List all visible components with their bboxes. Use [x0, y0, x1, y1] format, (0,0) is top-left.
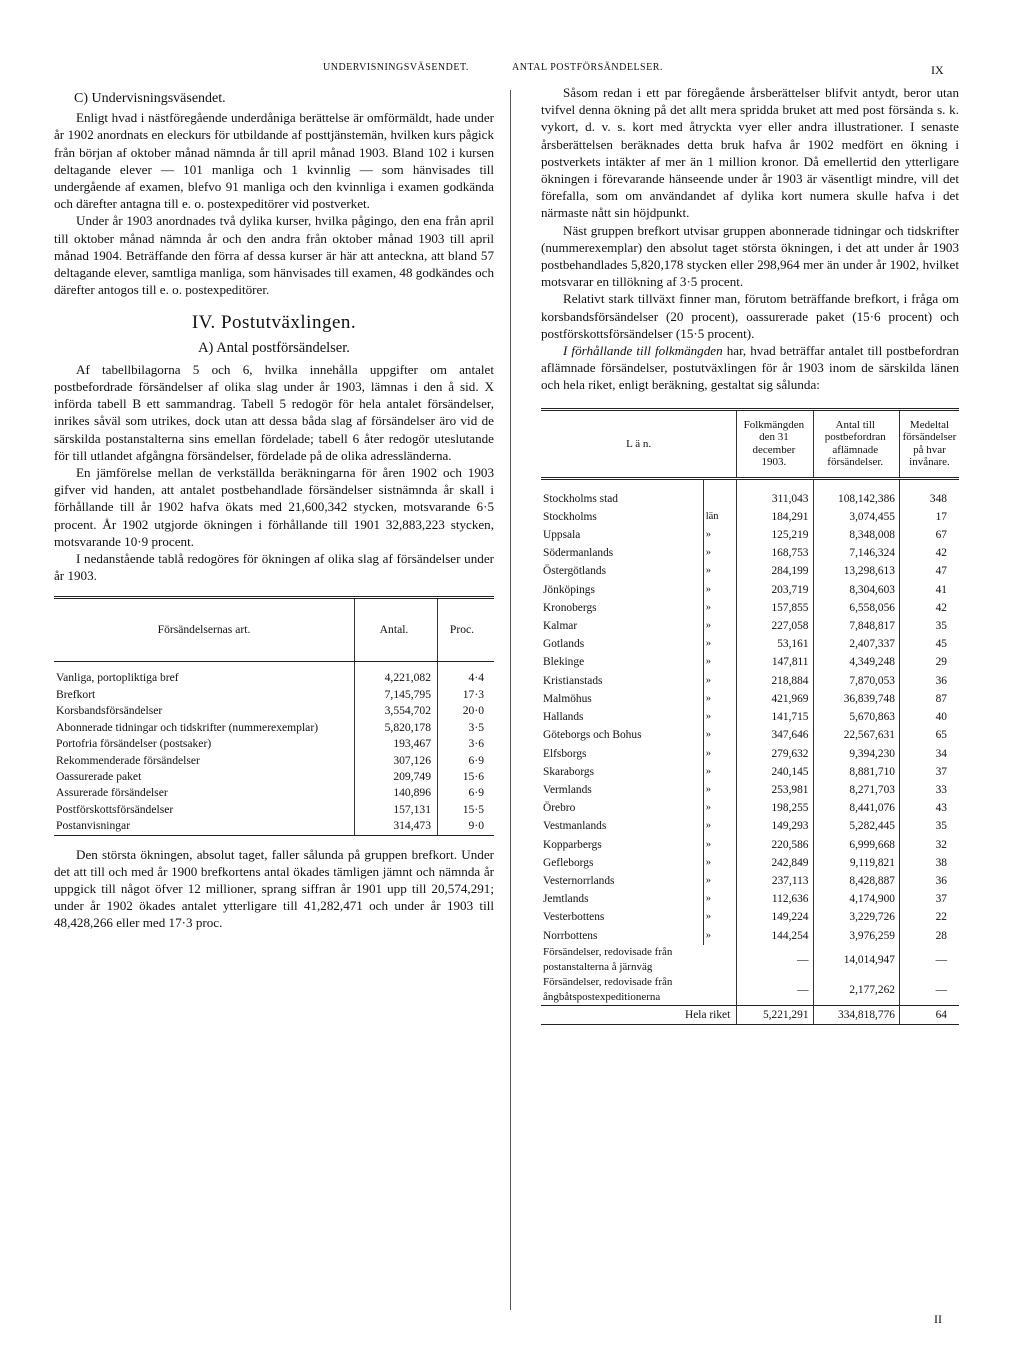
row-antal: 140,896	[355, 785, 438, 801]
extra-row-label: Försändelser, redovisade från postanstalterna å järnväg	[541, 945, 737, 975]
county-type: »	[703, 799, 737, 817]
county-population: 125,219	[737, 526, 813, 544]
county-name: Vesterbottens	[541, 908, 703, 926]
table-row	[541, 478, 959, 508]
county-per-capita: 45	[935, 638, 947, 651]
county-population: 203,719	[737, 581, 813, 599]
table-row	[541, 508, 959, 526]
county-type: »	[703, 763, 737, 781]
section-a-heading: A) Antal postförsändelser.	[198, 339, 350, 356]
county-per-capita: 34	[935, 747, 947, 760]
table-row	[54, 802, 494, 818]
row-antal: 4,221,082	[355, 662, 438, 687]
county-per-capita: 35	[935, 820, 947, 833]
table-row	[541, 927, 959, 945]
table-row	[54, 785, 494, 801]
county-per-capita: 29	[935, 656, 947, 669]
table-row	[54, 662, 494, 687]
county-name: Malmöhus	[541, 690, 703, 708]
row-label: Oassurerade paket	[54, 769, 355, 785]
row-proc: 6·9	[468, 786, 484, 800]
row-antal: 307,126	[355, 753, 438, 769]
county-name: Gotlands	[541, 635, 703, 653]
table-row	[54, 687, 494, 703]
county-per-capita: 17	[935, 510, 947, 523]
county-population: 141,715	[737, 708, 813, 726]
county-type: »	[703, 690, 737, 708]
county-name: Kopparbergs	[541, 836, 703, 854]
table-row	[541, 745, 959, 763]
county-mail-count: 9,394,230	[813, 745, 899, 763]
county-mail-count: 7,146,324	[813, 544, 899, 562]
county-name: Jemtlands	[541, 890, 703, 908]
county-per-capita: 35	[935, 620, 947, 633]
county-per-capita: 65	[935, 729, 947, 742]
county-mail-count: 8,428,887	[813, 872, 899, 890]
county-mail-count: 3,976,259	[813, 927, 899, 945]
county-name: Örebro	[541, 799, 703, 817]
county-type: »	[703, 617, 737, 635]
table-row	[54, 818, 494, 835]
column-divider	[510, 90, 511, 1310]
county-population: 284,199	[737, 562, 813, 580]
county-mail-count: 6,558,056	[813, 599, 899, 617]
county-mail-count: 5,282,445	[813, 817, 899, 835]
county-name: Vestmanlands	[541, 817, 703, 835]
table-row	[541, 690, 959, 708]
row-antal: 3,554,702	[355, 703, 438, 719]
paragraph: Under år 1903 anordnades två dylika kurser, hvilka pågingo, den ena från april till oktober månad nämnda år och den andra från oktober månad 1903 till april månad 1904. Beträffande den förra af dessa kurser är här att anteckna, att bland 57 deltagande elever, samtliga manliga, som hänvisades till examen, 48 godkändes och därefter antogos till e. o. postexpeditörer.	[54, 213, 494, 298]
table-row	[541, 653, 959, 671]
table-row	[541, 599, 959, 617]
italic-phrase: I förhållande till folkmängden	[563, 343, 723, 359]
county-per-capita: 36	[935, 674, 947, 687]
table-row	[541, 526, 959, 544]
section-iv-heading: IV. Postutväxlingen.	[191, 312, 357, 334]
table-row	[54, 720, 494, 736]
table-row	[541, 544, 959, 562]
county-type: »	[703, 672, 737, 690]
county-per-capita: 348	[929, 492, 947, 505]
county-name: Blekinge	[541, 653, 703, 671]
table-header: Antal till postbefordran aflämnade försändelser.	[813, 409, 899, 478]
county-name: Södermanlands	[541, 544, 703, 562]
county-population: 421,969	[737, 690, 813, 708]
paragraph-rest: har, hvad beträffar antalet till postbefordran aflämnade försändelser, postutväxlingen för år 1903 inom de särskilda länen och hela riket, enligt beräkning, gestaltat sig sålunda:	[541, 343, 959, 393]
row-proc: 15·5	[462, 802, 484, 816]
county-type: »	[703, 927, 737, 945]
county-per-capita: 33	[935, 783, 947, 796]
extra-row-population: —	[737, 945, 813, 975]
county-per-capita: 22	[935, 911, 947, 924]
county-per-capita: 38	[935, 856, 947, 869]
county-per-capita: 28	[935, 929, 947, 942]
paragraph: Enligt hvad i nästföregående underdåniga berättelse är omförmäldt, hade under år 1902 anordnats en eleckurs för utbildande af posttjänstemän, hvilken kurs pågick från början af oktober månad nämnda år till april månad 1903. Bland 102 i kursen deltagande elever — 101 manliga och 1 kvinnlig — som hänvisades till undergående af examen, blefvo 91 manliga och den kvinnliga i examen godkända och därefter antagna till e. o. postexpeditörer vid postverket.	[54, 110, 494, 212]
county-type: »	[703, 854, 737, 872]
table-row	[541, 817, 959, 835]
row-antal: 7,145,795	[355, 687, 438, 703]
county-name: Norrbottens	[541, 927, 703, 945]
row-label: Vanliga, portopliktiga bref	[54, 662, 355, 687]
county-mail-count: 7,870,053	[813, 672, 899, 690]
row-antal: 157,131	[355, 802, 438, 818]
table-row	[54, 736, 494, 752]
county-per-capita: 87	[935, 692, 947, 705]
county-name: Uppsala	[541, 526, 703, 544]
county-per-capita: 43	[935, 802, 947, 815]
county-mail-count: 8,348,008	[813, 526, 899, 544]
row-antal: 193,467	[355, 736, 438, 752]
row-antal: 209,749	[355, 769, 438, 785]
county-per-capita: 37	[935, 893, 947, 906]
total-label: Hela riket	[541, 1005, 737, 1024]
county-type: län	[703, 508, 737, 526]
right-column	[541, 84, 959, 1025]
county-mail-count: 6,999,668	[813, 836, 899, 854]
county-per-capita: 41	[935, 583, 947, 596]
row-proc: 15·6	[462, 769, 484, 783]
county-population: 242,849	[737, 854, 813, 872]
county-type: »	[703, 526, 737, 544]
county-mail-count: 8,271,703	[813, 781, 899, 799]
row-proc: 4·4	[468, 671, 484, 685]
extra-row-mail-count: 14,014,947	[813, 945, 899, 975]
paragraph	[541, 342, 959, 394]
county-mail-count: 2,407,337	[813, 635, 899, 653]
county-mail-count: 8,881,710	[813, 763, 899, 781]
county-name: Stockholms stad	[541, 478, 703, 508]
table-header: Antal.	[355, 598, 438, 662]
table-row	[54, 703, 494, 719]
footer-mark: II	[934, 1312, 942, 1326]
county-mail-count: 4,349,248	[813, 653, 899, 671]
table-row	[541, 945, 959, 975]
county-per-capita: 36	[935, 874, 947, 887]
row-antal: 5,820,178	[355, 720, 438, 736]
table-row	[541, 872, 959, 890]
row-proc: 9·0	[438, 818, 495, 835]
county-type: »	[703, 708, 737, 726]
county-type: »	[703, 781, 737, 799]
table-counties	[541, 408, 959, 1025]
row-label: Rekommenderade försändelser	[54, 753, 355, 769]
table-header: Försändelsernas art.	[54, 598, 355, 662]
county-type: »	[703, 726, 737, 744]
county-population: 198,255	[737, 799, 813, 817]
county-name: Jönköpings	[541, 581, 703, 599]
county-type: »	[703, 872, 737, 890]
page-number: IX	[931, 63, 944, 77]
county-population: 347,646	[737, 726, 813, 744]
county-name: Hallands	[541, 708, 703, 726]
paragraph: Af tabellbilagorna 5 och 6, hvilka innehålla uppgifter om antalet postbefordrade försändelser af olika slag under år 1903, lämnas i den å sid. X införda tabell B ett sammandrag. Tabell 5 redogör för hela antalet försändelser, inrikes såväl som utrikes, dock utan att dessa båda slag af försändelser äro vid de särskilda postanstalterna sins emellan fördelade; tabell 6 åter redogör uteslutande för till utlandet afgångna försändelser, fördelade på de olika adressländerna.	[54, 361, 494, 463]
county-per-capita: 42	[935, 547, 947, 560]
row-proc: 20·0	[462, 704, 484, 718]
county-population: 149,224	[737, 908, 813, 926]
table-header: Folkmängden den 31 december 1903.	[737, 409, 813, 478]
county-population: 279,632	[737, 745, 813, 763]
county-population: 53,161	[737, 635, 813, 653]
table-row	[541, 581, 959, 599]
paragraph: Relativt stark tillväxt finner man, förutom beträffande brefkort, i fråga om korsbandsförsändelser (20 procent), oassurerade paket (15·6 procent) och postförskottsförsändelser (15·5 procent).	[541, 291, 959, 341]
county-per-capita: 47	[935, 565, 947, 578]
table-header: Proc.	[438, 598, 495, 662]
county-type: »	[703, 653, 737, 671]
county-type: »	[703, 817, 737, 835]
county-population: 253,981	[737, 781, 813, 799]
county-population: 227,058	[737, 617, 813, 635]
county-name: Kronobergs	[541, 599, 703, 617]
county-population: 311,043	[737, 478, 813, 508]
table-row	[541, 708, 959, 726]
county-mail-count: 9,119,821	[813, 854, 899, 872]
county-population: 112,636	[737, 890, 813, 908]
left-column	[54, 84, 494, 932]
county-type: »	[703, 544, 737, 562]
county-population: 157,855	[737, 599, 813, 617]
county-name: Gefleborgs	[541, 854, 703, 872]
county-population: 240,145	[737, 763, 813, 781]
county-mail-count: 3,074,455	[813, 508, 899, 526]
section-c-heading: C) Undervisningsväsendet.	[74, 91, 226, 106]
extra-row-mail-count: 2,177,262	[813, 975, 899, 1006]
row-label: Postanvisningar	[54, 818, 355, 835]
paragraph: I nedanstående tablå redogöres för ökningen af olika slag af försändelser under år 1903.	[54, 551, 494, 584]
county-mail-count: 3,229,726	[813, 908, 899, 926]
county-mail-count: 36,839,748	[813, 690, 899, 708]
county-name: Östergötlands	[541, 562, 703, 580]
table-row	[541, 562, 959, 580]
county-type: »	[703, 581, 737, 599]
row-antal: 314,473	[355, 818, 438, 835]
county-name: Kalmar	[541, 617, 703, 635]
county-type: »	[703, 745, 737, 763]
county-mail-count: 8,441,076	[813, 799, 899, 817]
total-population: 5,221,291	[737, 1005, 813, 1024]
table-header: L ä n.	[541, 409, 737, 478]
table-row	[541, 763, 959, 781]
total-per-capita: 64	[899, 1005, 959, 1024]
county-population: 237,113	[737, 872, 813, 890]
total-mail-count: 334,818,776	[813, 1005, 899, 1024]
county-name: Skaraborgs	[541, 763, 703, 781]
county-population: 184,291	[737, 508, 813, 526]
table-header: Medeltal försändelser på hvar invånare.	[899, 409, 959, 478]
table-row	[541, 854, 959, 872]
county-population: 168,753	[737, 544, 813, 562]
county-type	[703, 478, 737, 508]
county-type: »	[703, 908, 737, 926]
paragraph: Den största ökningen, absolut taget, faller sålunda på gruppen brefkort. Under det att till och med år 1900 brefkortens antal ökades tämligen jämnt och nämnda år uppgick till något öfver 12 millioner, sprang siffran år 1901 upp till 20,574,291; under år 1902 ökades antalet ytterligare till 41,282,471 och under år 1903 till 48,428,266 eller med 17·3 proc.	[54, 846, 494, 931]
table-row	[541, 890, 959, 908]
row-proc: 17·3	[462, 687, 484, 701]
extra-row-label: Försändelser, redovisade från ångbåtspostexpeditionerna	[541, 975, 737, 1006]
table-row	[541, 726, 959, 744]
paragraph: Näst gruppen brefkort utvisar gruppen abonnerade tidningar och tidskrifter (nummerexemplar) den absolut taget största ökningen, i det att under år 1903 postbehandlades 5,820,178 stycken eller 298,964 mer än under år 1902, hvilket motsvarar en tillökning af 3·5 procent.	[541, 222, 959, 290]
table-row	[541, 672, 959, 690]
row-label: Korsbandsförsändelser	[54, 703, 355, 719]
county-name: Kristianstads	[541, 672, 703, 690]
county-per-capita: 67	[935, 529, 947, 542]
table-row	[541, 908, 959, 926]
county-name: Elfsborgs	[541, 745, 703, 763]
running-header-right: ANTAL POSTFÖRSÄNDELSER.	[512, 62, 663, 73]
row-label: Portofria försändelser (postsaker)	[54, 736, 355, 752]
county-per-capita: 32	[935, 838, 947, 851]
county-type: »	[703, 599, 737, 617]
county-name: Vermlands	[541, 781, 703, 799]
extra-row-per-capita: —	[935, 953, 947, 966]
county-population: 220,586	[737, 836, 813, 854]
table-row	[541, 799, 959, 817]
county-population: 149,293	[737, 817, 813, 835]
table-row	[54, 753, 494, 769]
county-name: Göteborgs och Bohus	[541, 726, 703, 744]
running-header-left: UNDERVISNINGSVÄSENDET.	[323, 62, 469, 73]
row-proc: 3·5	[468, 720, 484, 734]
paragraph: En jämförelse mellan de verkställda beräkningarna för åren 1902 och 1903 gifver vid handen, att antalet postbehandlade försändelser sistnämnda år skall i förhållande till år 1902 hafva ökats med 21,600,342 stycken, motsvarande 6·5 procent. År 1902 utgjorde ökningen i förhållande till 1901 32,883,223 stycken, motsvarande 10·9 procent.	[54, 465, 494, 549]
county-per-capita: 40	[935, 711, 947, 724]
row-proc: 3·6	[468, 737, 484, 751]
table-row	[541, 635, 959, 653]
table-mail-types	[54, 596, 494, 835]
row-label: Abonnerade tidningar och tidskrifter (nummerexemplar)	[54, 720, 355, 736]
table-row	[541, 617, 959, 635]
extra-row-per-capita: —	[935, 983, 947, 996]
county-mail-count: 22,567,631	[813, 726, 899, 744]
county-population: 218,884	[737, 672, 813, 690]
row-proc: 6·9	[468, 753, 484, 767]
county-mail-count: 13,298,613	[813, 562, 899, 580]
row-label: Brefkort	[54, 687, 355, 703]
county-mail-count: 4,174,900	[813, 890, 899, 908]
county-per-capita: 37	[935, 765, 947, 778]
county-per-capita: 42	[935, 601, 947, 614]
extra-row-population: —	[737, 975, 813, 1006]
county-type: »	[703, 836, 737, 854]
county-mail-count: 5,670,863	[813, 708, 899, 726]
county-mail-count: 108,142,386	[813, 478, 899, 508]
county-mail-count: 8,304,603	[813, 581, 899, 599]
table-row	[54, 769, 494, 785]
paragraph: Såsom redan i ett par föregående årsberättelser blifvit antydt, beror utan tvifvel denna ökning på det allt mera spridda bruket att med post försända s. k. vykort, d. v. s. kort med åtryckta vyer eller andra illustrationer. I senaste årsberättelsen beräknades detta bruk hafva år 1902 medfört en ökning i postverkets intäkter af mer än 1 million kronor. Då emellertid den ytterligare ökningen i förevarande hänseende under år 1903 är väsentligt mindre, vill det förefalla, som om användandet af dylika kort numera skulle hafva i det närmaste nått sin höjdpunkt.	[541, 85, 959, 221]
county-population: 144,254	[737, 927, 813, 945]
county-name: Vesternorrlands	[541, 872, 703, 890]
county-population: 147,811	[737, 653, 813, 671]
row-label: Postförskottsförsändelser	[54, 802, 355, 818]
table-row	[541, 975, 959, 1006]
county-type: »	[703, 890, 737, 908]
table-row	[541, 836, 959, 854]
table-row	[541, 781, 959, 799]
row-label: Assurerade försändelser	[54, 785, 355, 801]
county-mail-count: 7,848,817	[813, 617, 899, 635]
county-type: »	[703, 635, 737, 653]
county-name: Stockholms	[541, 508, 703, 526]
county-type: »	[703, 562, 737, 580]
total-row	[541, 1005, 959, 1024]
